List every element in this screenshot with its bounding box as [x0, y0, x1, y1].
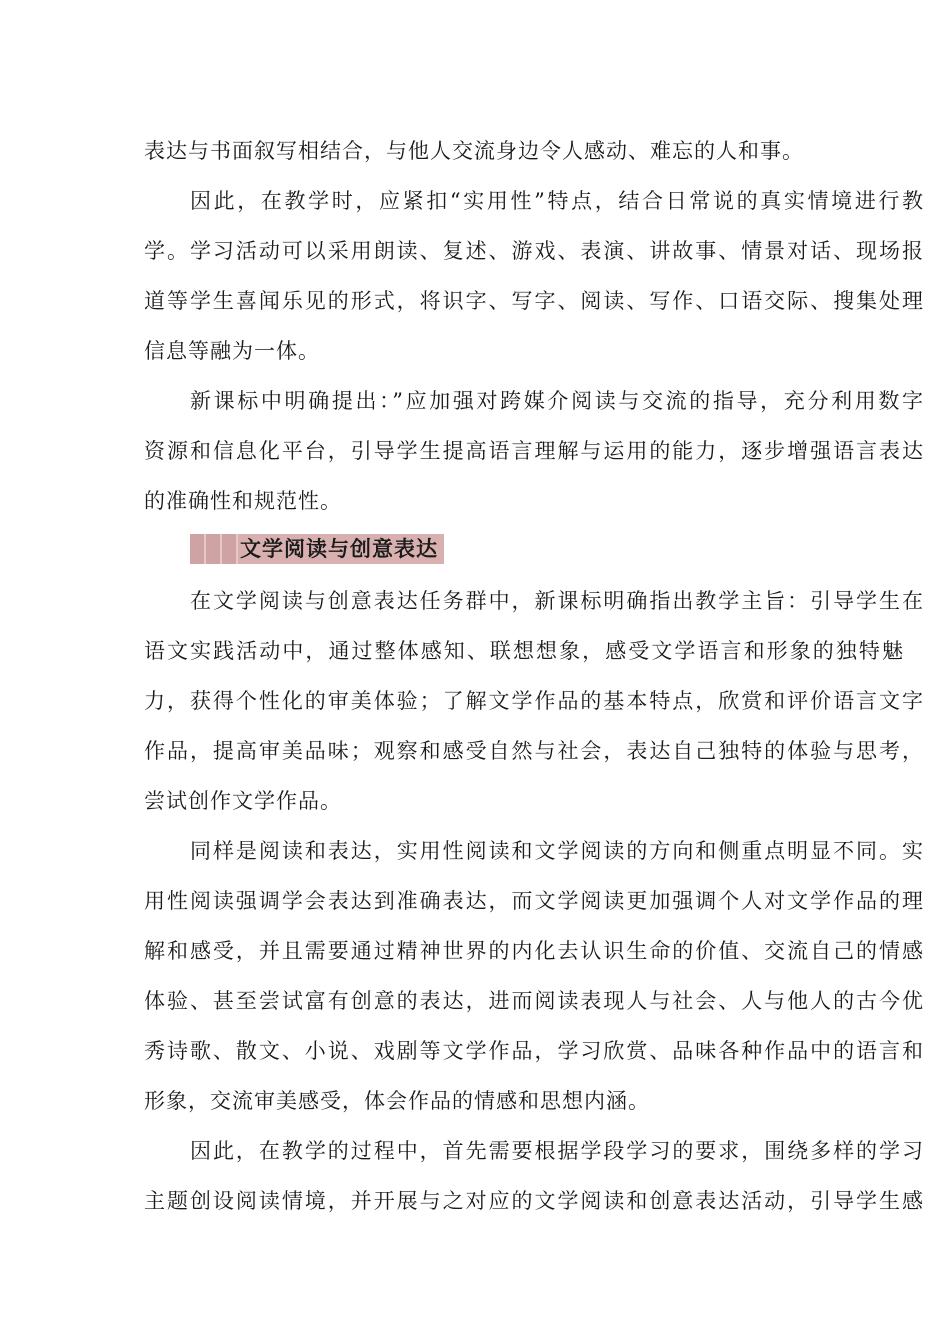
paragraph-line: 形象，交流审美感受，体会作品的情感和思想内涵。: [144, 1089, 650, 1113]
paragraph-line: 秀诗歌、散文、小说、戏剧等文学作品，学习欣赏、品味各种作品中的语言和: [144, 1039, 924, 1063]
paragraph-line: 力，获得个性化的审美体验；了解文学作品的基本特点，欣赏和评价语言文字: [144, 689, 924, 713]
paragraph-line: 表达与书面叙写相结合，与他人交流身边令人感动、难忘的人和事。: [144, 139, 804, 163]
paragraph-line: 因此，在教学的过程中，首先需要根据学段学习的要求，围绕多样的学习: [190, 1139, 924, 1163]
paragraph-line: 体验、甚至尝试富有创意的表达，进而阅读表现人与社会、人与他人的古今优: [144, 989, 924, 1013]
heading-decoration: [190, 534, 238, 564]
paragraph-line: 同样是阅读和表达，实用性阅读和文学阅读的方向和侧重点明显不同。实: [190, 839, 924, 863]
paragraph-line: 信息等融为一体。: [144, 339, 320, 363]
paragraph-line: 作品，提高审美品味；观察和感受自然与社会，表达自己独特的体验与思考，: [144, 739, 924, 763]
section-heading: 文学阅读与创意表达: [240, 536, 438, 561]
paragraph-line: 语文实践活动中，通过整体感知、联想想象，感受文学语言和形象的独特魅: [144, 639, 904, 663]
paragraph-line: 尝试创作文学作品。: [144, 789, 342, 813]
paragraph-line: 资源和信息化平台，引导学生提高语言理解与运用的能力，逐步增强语言表达: [144, 439, 924, 463]
paragraph-line: 道等学生喜闻乐见的形式，将识字、写字、阅读、写作、口语交际、搜集处理: [144, 289, 924, 313]
paragraph-line: 用性阅读强调学会表达到准确表达，而文学阅读更加强调个人对文学作品的理: [144, 889, 924, 913]
paragraph-line: 新课标中明确提出：”应加强对跨媒介阅读与交流的指导，充分利用数字: [190, 389, 924, 413]
paragraph-line: 解和感受，并且需要通过精神世界的内化去认识生命的价值、交流自己的情感: [144, 939, 924, 963]
paragraph-line: 因此，在教学时，应紧扣“实用性”特点，结合日常说的真实情境进行教: [190, 189, 924, 213]
paragraph-line: 学。学习活动可以采用朗读、复述、游戏、表演、讲故事、情景对话、现场报: [144, 239, 924, 263]
paragraph-line: 在文学阅读与创意表达任务群中，新课标明确指出教学主旨：引导学生在: [190, 589, 924, 613]
paragraph-line: 主题创设阅读情境，并开展与之对应的文学阅读和创意表达活动，引导学生感: [144, 1189, 924, 1213]
paragraph-line: 的准确性和规范性。: [144, 489, 342, 513]
